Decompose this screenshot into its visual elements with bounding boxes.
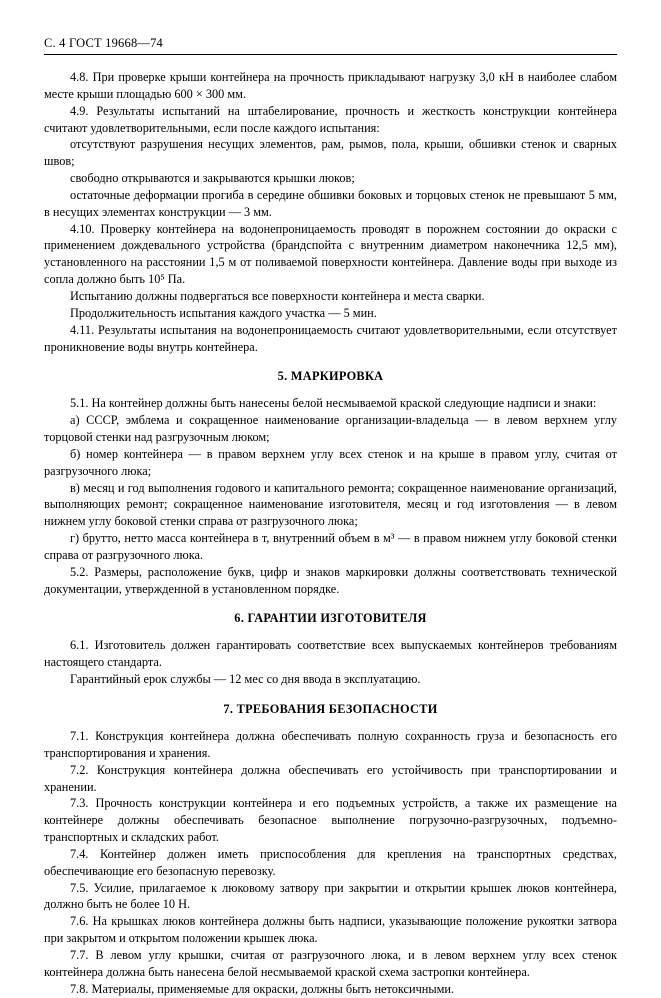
paragraph-5-1-b: б) номер контейнера — в правом верхнем углу всех стенок и на крыше в правом углу, считая от разгрузочного люка; <box>44 446 617 478</box>
paragraph-7-1: 7.1. Конструкция контейнера должна обеспечивать полную сохранность груза и безопасность его транспортирования и хранения. <box>44 729 617 760</box>
section-guarantee <box>44 637 617 688</box>
paragraph-7-7: 7.7. В левом углу крышки, считая от разгрузочного люка, и в левом верхнем углу всех стенок контейнера должна быть нанесена белой несмываемой краской схема застропки контейнера. <box>44 947 617 979</box>
page-header: С. 4 ГОСТ 19668—74 <box>44 36 164 50</box>
paragraph-5-1-v: в) месяц и год выполнения годового и капитального ремонта; сокращенное наименование организаций, выполняющих ремонт; сокращенное наименование изготовителя, месяц и год изготовления — в левом нижнем углу боковой стенки справа от разгрузочного люка; <box>44 480 617 529</box>
heading-marking: 5. МАРКИРОВКА <box>277 369 384 384</box>
section-safety <box>44 728 617 998</box>
paragraph-4-9-a: отсутствуют разрушения несущих элементов, рам, рымов, пола, крыши, обшивки стенок и сварных швов; <box>44 137 617 169</box>
paragraph-7-6: 7.6. На крышках люков контейнера должны быть надписи, указывающие положение рукоятки затвора при закрытом и открытом положении крышек люка. <box>44 914 617 946</box>
header-divider <box>44 54 617 55</box>
paragraph-4-10-note2: Продолжительность испытания каждого участка — 5 мин. <box>70 305 377 320</box>
paragraph-4-9-b: свободно открываются и закрываются крышки люков; <box>70 171 355 186</box>
paragraph-4-8: 4.8. При проверке крыши контейнера на прочность прикладывают нагрузку 3,0 кН в наиболее слабом месте крыши площадью 600 × 300 мм. <box>44 70 617 101</box>
heading-safety: 7. ТРЕБОВАНИЯ БЕЗОПАСНОСТИ <box>223 702 438 716</box>
paragraph-4-9-c: остаточные деформации прогиба в середине обшивки боковых и торцовых стенок не превышают 5 мм, в несущих элементах конструкции — 3 мм. <box>44 187 617 219</box>
paragraph-5-2: 5.2. Размеры, расположение букв, цифр и знаков маркировки должны соответствовать технической документации, утвержденной в установленном порядке. <box>44 564 617 596</box>
paragraph-7-2: 7.2. Конструкция контейнера должна обеспечивать его устойчивость при транспортировании и хранении. <box>44 762 617 794</box>
paragraph-5-1-a: а) СССР, эмблема и сокращенное наименование организации-владельца — в левом верхнем углу торцовой стенки над разгрузочным люком; <box>44 413 617 445</box>
paragraph-4-11: 4.11. Результаты испытания на водонепроницаемость считают удовлетворительными, если отсутствует проникновение воды внутрь контейнера. <box>44 322 617 354</box>
paragraph-7-5: 7.5. Усилие, прилагаемое к люковому затвору при закрытии и открытии крышек люков контейнера, должно быть не более 10 Н. <box>44 880 617 912</box>
paragraph-7-3: 7.3. Прочность конструкции контейнера и его подъемных устройств, а также их размещение на контейнере должны обеспечивать безопасное выполнение погрузочно-разгрузочных, подъемно-транспортных и складских работ. <box>44 796 617 845</box>
paragraph-4-9: 4.9. Результаты испытаний на штабелирование, прочность и жесткость конструкции контейнера считают удовлетворительными, если после каждого испытания: <box>44 103 617 135</box>
paragraph-4-10-note1: Испытанию должны подвергаться все поверхности контейнера и места сварки. <box>70 288 485 303</box>
paragraph-4-10: 4.10. Проверку контейнера на водонепроницаемость проводят в порожнем состоянии до окраски с применением дождевального устройства (брандспойта с внутренним диаметром наконечника 12,5 мм), установленного на расстоянии 1,5 м от поливаемой поверхности контейнера. Давление воды при выходе из сопла должно быть 10⁵ Па. <box>44 221 617 287</box>
paragraph-7-4: 7.4. Контейнер должен иметь приспособления для крепления на транспортных средствах, обеспечивающие его безопасную перевозку. <box>44 846 617 878</box>
paragraph-5-1-g: г) брутто, нетто масса контейнера в т, внутренний объем в м³ — в правом нижнем углу боковой стенки справа от разгрузочного люка. <box>44 531 617 562</box>
paragraph-6-1-note: Гарантийный ерок службы — 12 мес со дня ввода в эксплуатацию. <box>70 672 421 687</box>
section-marking <box>44 395 617 597</box>
section-testing <box>44 69 617 355</box>
heading-guarantee: 6. ГАРАНТИИ ИЗГОТОВИТЕЛЯ <box>234 611 427 626</box>
paragraph-7-8: 7.8. Материалы, применяемые для окраски, должны быть нетоксичными. <box>70 981 455 996</box>
paragraph-6-1: 6.1. Изготовитель должен гарантировать соответствие всех выпускаемых контейнеров требованиям настоящего стандарта. <box>44 638 617 670</box>
paragraph-5-1: 5.1. На контейнер должны быть нанесены белой несмываемой краской следующие надписи и знаки: <box>70 396 597 411</box>
